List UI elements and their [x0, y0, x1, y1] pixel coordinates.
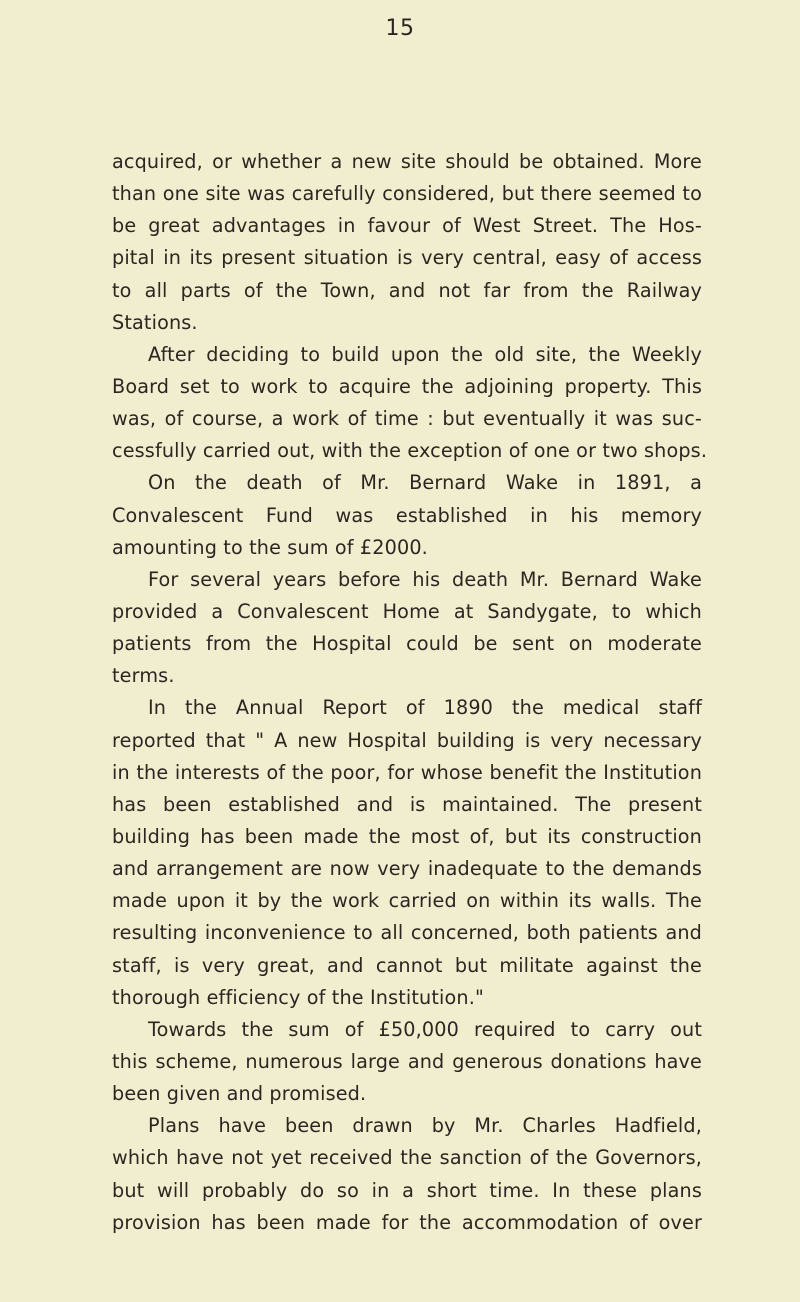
paragraph-first-line: Towards the sum of £50,000 required to carry out [148, 1017, 702, 1041]
text-line: but will probably do so in a short time. In these plans [112, 1178, 702, 1202]
text-line: which have not yet received the sanction of the Governors, [112, 1146, 702, 1170]
text-line: than one site was carefully considered, but there seemed to [112, 182, 702, 206]
text-line: has been established and is maintained. The present [112, 792, 702, 816]
text-line: staff, is very great, and cannot but militate against the [112, 953, 702, 977]
text-line: building has been made the most of, but its construction [112, 824, 702, 848]
text-line: made upon it by the work carried on within its walls. The [112, 889, 702, 913]
text-line: Convalescent Fund was established in his memory [112, 503, 702, 527]
paragraph-first-line: For several years before his death Mr. Bernard Wake [148, 567, 702, 591]
text-line: Board set to work to acquire the adjoining property. This [112, 374, 702, 398]
body-text [112, 146, 708, 1239]
paragraph-first-line: On the death of Mr. Bernard Wake in 1891, a [148, 471, 702, 495]
text-line: this scheme, numerous large and generous donations have [112, 1049, 702, 1073]
text-line: and arrangement are now very inadequate to the demands [112, 857, 702, 881]
text-line: was, of course, a work of time : but eventually it was suc- [112, 407, 702, 431]
text-line: reported that " A new Hospital building is very necessary [112, 728, 702, 752]
text-line: terms. [112, 664, 175, 688]
text-line: thorough efficiency of the Institution." [112, 985, 484, 1009]
text-line: pital in its present situation is very central, easy of access [112, 246, 702, 270]
text-line: acquired, or whether a new site should be obtained. More [112, 150, 702, 173]
page-number: 15 [385, 16, 415, 41]
text-line: in the interests of the poor, for whose benefit the Institution [112, 760, 702, 784]
text-line: to all parts of the Town, and not far from the Railway [112, 278, 702, 302]
text-line: be great advantages in favour of West Street. The Hos- [112, 214, 702, 238]
paragraph-first-line: Plans have been drawn by Mr. Charles Hadfield, [148, 1114, 702, 1138]
text-line: patients from the Hospital could be sent on moderate [112, 632, 702, 656]
text-line: resulting inconvenience to all concerned, both patients and [112, 921, 702, 945]
text-line: Stations. [112, 310, 198, 334]
text-line: been given and promised. [112, 1082, 367, 1106]
paragraph-first-line: After deciding to build upon the old site, the Weekly [148, 342, 702, 366]
text-line: provision has been made for the accommodation of over [112, 1210, 702, 1234]
text-line: provided a Convalescent Home at Sandygate, to which [112, 599, 702, 623]
paragraph-first-line: In the Annual Report of 1890 the medical staff [148, 696, 702, 720]
text-line: cessfully carried out, with the exception of one or two shops. [112, 439, 708, 463]
text-line: amounting to the sum of £2000. [112, 535, 428, 559]
